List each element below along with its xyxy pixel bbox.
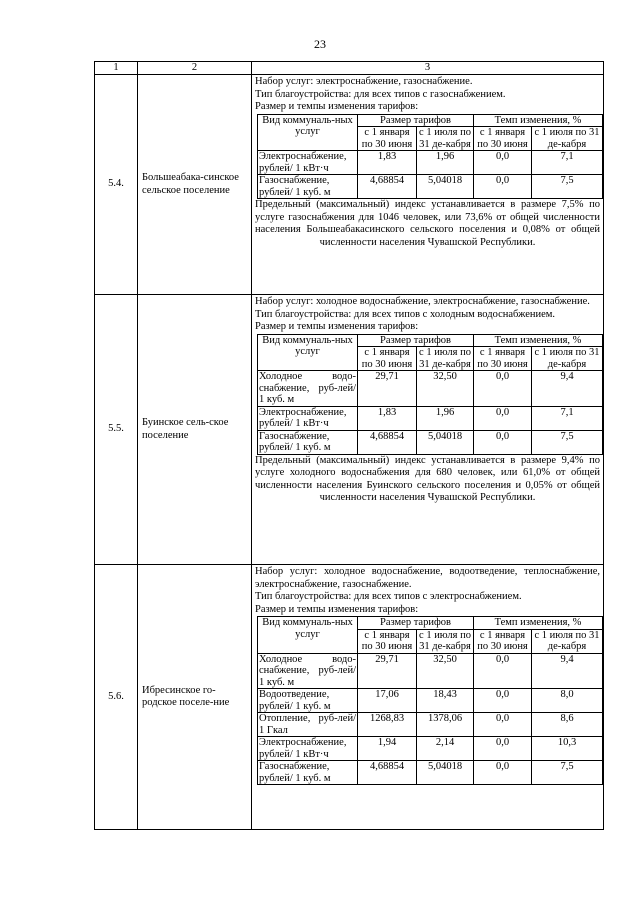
service-row (258, 430, 603, 454)
tariff-jul: 1,96 (417, 406, 474, 430)
service-name: Газоснабжение, рублей/ 1 куб. м (258, 175, 358, 199)
column-number: 1 (95, 62, 138, 75)
header-period-jan: с 1 января по 30 июня (358, 629, 417, 653)
change-jul: 7,5 (532, 761, 603, 785)
tariff-jul: 32,50 (417, 653, 474, 689)
change-jan: 0,0 (474, 371, 532, 407)
service-name: Электроснабжение, рублей/ 1 кВт·ч (258, 406, 358, 430)
tariff-content (252, 295, 604, 565)
max-index-note: Предельный (максимальный) индекс устанавливается в размере 7,5% по услуге газоснабжения для 1046 человек, или 73,6% от общей численности населения Большеабакасинского сельского поселения и 0,08% от общей численности населения Чувашской Республики. (255, 199, 600, 248)
header-change-rate: Темп изменения, % (474, 334, 603, 347)
tariff-table (94, 61, 604, 830)
max-index-note: Предельный (максимальный) индекс устанавливается в размере 9,4% по услуге холодного водоснабжения для 680 человек, или 61,0% от общей численности населения Буинского сельского поселения и 0,05% от общей численности населения Чувашской Республики. (255, 454, 600, 503)
tariff-subtable (257, 616, 603, 785)
settlement-name: Большеабака-синское сельское поселение (138, 75, 252, 295)
service-row (258, 737, 603, 761)
header-period-jan: с 1 января по 30 июня (474, 629, 532, 653)
tariff-jan: 29,71 (358, 653, 417, 689)
tariff-jan: 1268,83 (358, 713, 417, 737)
intro-line: Тип благоустройства: для всех типов с газоснабжением. (255, 88, 506, 100)
header-period-jan: с 1 января по 30 июня (474, 127, 532, 151)
tariff-subtable (257, 334, 603, 455)
tariff-jan: 17,06 (358, 689, 417, 713)
service-row (258, 653, 603, 689)
tariff-jul: 5,04018 (417, 430, 474, 454)
intro-line: Тип благоустройства: для всех типов с электроснабжением. (255, 591, 522, 602)
change-jan: 0,0 (474, 406, 532, 430)
change-jan: 0,0 (474, 689, 532, 713)
service-name: Газоснабжение, рублей/ 1 куб. м (258, 761, 358, 785)
change-jul: 9,4 (532, 653, 603, 689)
header-period-jul: с 1 июля по 31 де-кабря (532, 347, 603, 371)
header-service-kind: Вид коммуналь-ных услуг (258, 617, 358, 654)
header-period-jan: с 1 января по 30 июня (358, 347, 417, 371)
settlement-name: Ибресинское го-родское поселе-ние (138, 565, 252, 830)
service-name: Холодное водо-снабжение, руб-лей/ 1 куб. м (259, 371, 356, 405)
header-period-jul: с 1 июля по 31 де-кабря (417, 629, 474, 653)
header-tariff-size: Размер тарифов (358, 334, 474, 347)
change-jul: 8,6 (532, 713, 603, 737)
intro-line: Тип благоустройства: для всех типов с холодным водоснабжением. (255, 308, 556, 320)
intro-line: Размер и темпы изменения тарифов: (255, 603, 419, 615)
tariff-jul: 32,50 (417, 371, 474, 407)
tariff-subtable (257, 114, 603, 200)
intro-line: Набор услуг: холодное водоснабжение, водоотведение, теплоснабжение, электроснабжение, газоснабжение. (255, 566, 600, 590)
service-row (258, 175, 603, 199)
service-row (258, 151, 603, 175)
change-jan: 0,0 (474, 713, 532, 737)
service-name: Электроснабжение, рублей/ 1 кВт·ч (258, 737, 358, 761)
page-number: 23 (314, 37, 326, 51)
header-period-jul: с 1 июля по 31 де-кабря (532, 127, 603, 151)
service-row (258, 371, 603, 407)
tariff-jan: 1,94 (358, 737, 417, 761)
change-jul: 7,5 (532, 430, 603, 454)
row-number: 5.5. (95, 295, 138, 565)
header-period-jul: с 1 июля по 31 де-кабря (417, 347, 474, 371)
service-name: Электроснабжение, рублей/ 1 кВт·ч (258, 151, 358, 175)
service-row (258, 406, 603, 430)
change-jul: 7,5 (532, 175, 603, 199)
settlement-row (95, 295, 604, 565)
row-number: 5.4. (95, 75, 138, 295)
subtable-header-row (258, 617, 603, 630)
tariff-jul: 2,14 (417, 737, 474, 761)
change-jan: 0,0 (474, 151, 532, 175)
subtable-header-row (258, 334, 603, 347)
header-service-kind: Вид коммуналь-ных услуг (258, 334, 358, 371)
tariff-jul: 18,43 (417, 689, 474, 713)
change-jul: 8,0 (532, 689, 603, 713)
change-jan: 0,0 (474, 737, 532, 761)
service-name: Водоотведение, рублей/ 1 куб. м (258, 689, 358, 713)
change-jul: 10,3 (532, 737, 603, 761)
header-change-rate: Темп изменения, % (474, 617, 603, 630)
tariff-jul: 5,04018 (417, 761, 474, 785)
service-row (258, 713, 603, 737)
change-jan: 0,0 (474, 430, 532, 454)
header-period-jul: с 1 июля по 31 де-кабря (532, 629, 603, 653)
service-name: Газоснабжение, рублей/ 1 куб. м (258, 430, 358, 454)
header-service-kind: Вид коммуналь-ных услуг (258, 114, 358, 151)
tariff-jan: 1,83 (358, 406, 417, 430)
tariff-jul: 1378,06 (417, 713, 474, 737)
column-number-row (95, 62, 604, 75)
change-jul: 7,1 (532, 406, 603, 430)
change-jan: 0,0 (474, 653, 532, 689)
intro-line: Набор услуг: холодное водоснабжение, электроснабжение, газоснабжение. (255, 296, 590, 307)
settlement-name: Буинское сель-ское поселение (138, 295, 252, 565)
tariff-jan: 29,71 (358, 371, 417, 407)
service-name: Отопление, руб-лей/ 1 Гкал (259, 713, 356, 736)
tariff-content (252, 565, 604, 830)
tariff-content (252, 75, 604, 295)
change-jan: 0,0 (474, 175, 532, 199)
row-number: 5.6. (95, 565, 138, 830)
change-jul: 9,4 (532, 371, 603, 407)
header-tariff-size: Размер тарифов (358, 114, 474, 127)
subtable-header-row (258, 114, 603, 127)
tariff-jan: 4,68854 (358, 175, 417, 199)
change-jul: 7,1 (532, 151, 603, 175)
tariff-jul: 1,96 (417, 151, 474, 175)
header-tariff-size: Размер тарифов (358, 617, 474, 630)
column-number: 3 (252, 62, 604, 75)
intro-line: Набор услуг: электроснабжение, газоснабжение. (255, 76, 473, 87)
change-jan: 0,0 (474, 761, 532, 785)
header-period-jan: с 1 января по 30 июня (358, 127, 417, 151)
service-row (258, 689, 603, 713)
service-name: Холодное водо-снабжение, руб-лей/ 1 куб. м (259, 653, 356, 688)
tariff-jan: 1,83 (358, 151, 417, 175)
tariff-jan: 4,68854 (358, 761, 417, 785)
settlement-row (95, 565, 604, 830)
header-change-rate: Темп изменения, % (474, 114, 603, 127)
tariff-jan: 4,68854 (358, 430, 417, 454)
header-period-jan: с 1 января по 30 июня (474, 347, 532, 371)
header-period-jul: с 1 июля по 31 де-кабря (417, 127, 474, 151)
intro-line: Размер и темпы изменения тарифов: (255, 321, 419, 332)
service-row (258, 761, 603, 785)
column-number: 2 (138, 62, 252, 75)
settlement-row (95, 75, 604, 295)
intro-line: Размер и темпы изменения тарифов: (255, 101, 419, 112)
tariff-jul: 5,04018 (417, 175, 474, 199)
